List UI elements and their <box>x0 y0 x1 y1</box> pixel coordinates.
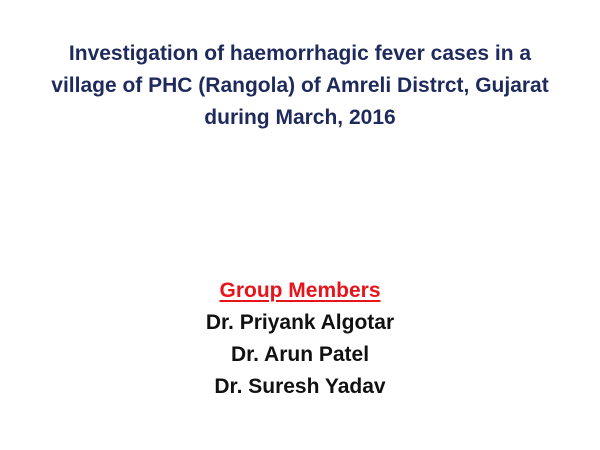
group-members-heading: Group Members <box>219 279 381 302</box>
member-name-3: Dr. Suresh Yadav <box>214 375 386 398</box>
group-members-section <box>100 275 500 403</box>
title-line-1: Investigation of haemorrhagic fever cases in a <box>68 42 532 65</box>
title-line-3: during March, 2016 <box>204 106 396 129</box>
slide-title <box>20 38 580 134</box>
member-name-1: Dr. Priyank Algotar <box>205 311 395 334</box>
title-line-2: village of PHC (Rangola) of Amreli Distrct, Gujarat <box>51 74 549 97</box>
member-name-2: Dr. Arun Patel <box>230 343 370 366</box>
